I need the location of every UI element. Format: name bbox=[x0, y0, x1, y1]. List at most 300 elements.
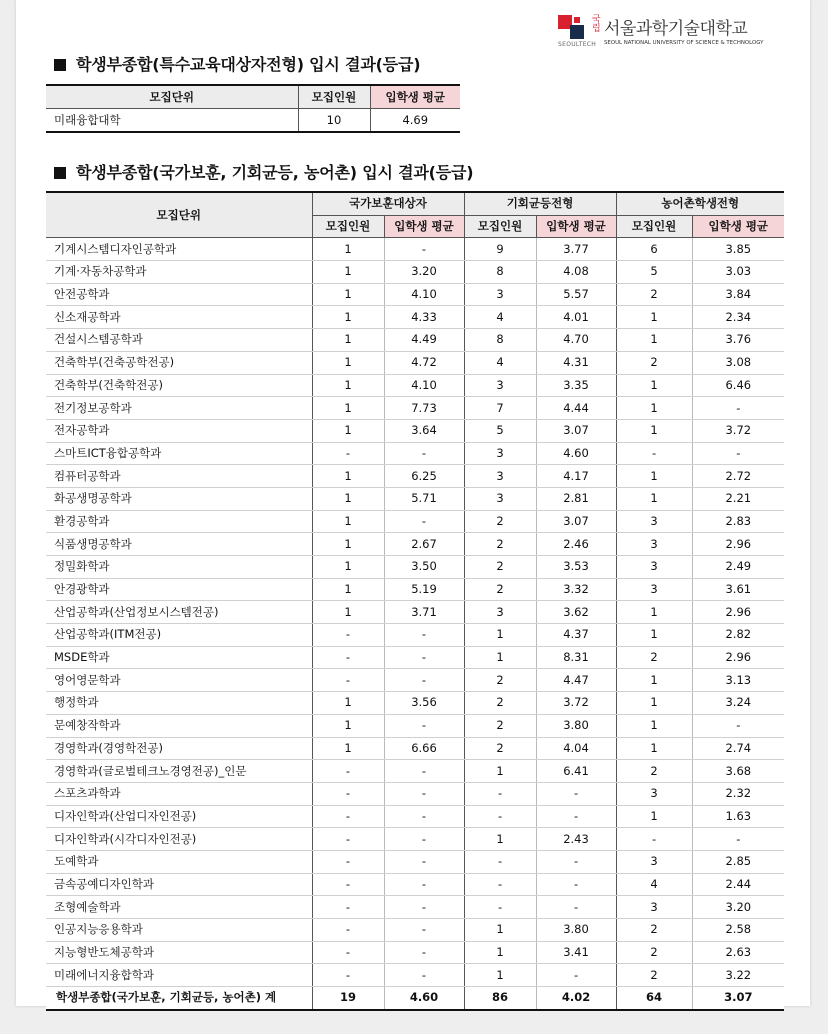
table-row bbox=[46, 737, 784, 760]
equal-opp-count-cell: 1 bbox=[464, 760, 536, 783]
veterans-count-cell: 1 bbox=[312, 487, 384, 510]
table-row bbox=[46, 919, 784, 942]
university-logo bbox=[558, 14, 798, 48]
rural-count-cell: 1 bbox=[616, 465, 692, 488]
rural-count-cell: 2 bbox=[616, 646, 692, 669]
unit-cell: 산업공학과(산업정보시스템전공) bbox=[46, 601, 312, 624]
unit-cell: 안전공학과 bbox=[46, 283, 312, 306]
rural-avg-cell: - bbox=[692, 397, 784, 420]
equal-opp-avg-cell: 4.08 bbox=[536, 261, 616, 284]
equal-opp-avg-cell: 3.72 bbox=[536, 692, 616, 715]
veterans-count-cell: - bbox=[312, 941, 384, 964]
veterans-count-cell: - bbox=[312, 646, 384, 669]
equal-opp-avg-cell: 4.01 bbox=[536, 306, 616, 329]
section1-heading bbox=[54, 52, 420, 75]
equal-opp-avg-cell: - bbox=[536, 782, 616, 805]
unit-cell: 디자인학과(시각디자인전공) bbox=[46, 828, 312, 851]
unit-cell: 건축학부(건축학전공) bbox=[46, 374, 312, 397]
unit-cell: 전기정보공학과 bbox=[46, 397, 312, 420]
table-row bbox=[46, 760, 784, 783]
count-cell: 10 bbox=[298, 109, 370, 133]
rural-count-cell: 1 bbox=[616, 714, 692, 737]
equal-opp-avg-cell: 5.57 bbox=[536, 283, 616, 306]
rural-count-cell: 1 bbox=[616, 306, 692, 329]
equal-opp-avg-cell: 4.31 bbox=[536, 351, 616, 374]
equal-opp-avg-cell: 3.35 bbox=[536, 374, 616, 397]
unit-cell: 기계·자동차공학과 bbox=[46, 261, 312, 284]
rural-avg-cell: - bbox=[692, 442, 784, 465]
rural-count-cell: 2 bbox=[616, 919, 692, 942]
equal-opp-count-cell: 1 bbox=[464, 828, 536, 851]
equal-opp-count-cell: 3 bbox=[464, 601, 536, 624]
rural-count-cell: 5 bbox=[616, 261, 692, 284]
table-row bbox=[46, 941, 784, 964]
rural-count-cell: 3 bbox=[616, 782, 692, 805]
avg-cell: 4.69 bbox=[370, 109, 460, 133]
veterans-avg-cell: - bbox=[384, 873, 464, 896]
veterans-count-cell: - bbox=[312, 919, 384, 942]
unit-cell: 정밀화학과 bbox=[46, 556, 312, 579]
header-count: 모집인원 bbox=[464, 215, 536, 238]
veterans-avg-cell: - bbox=[384, 646, 464, 669]
table-row bbox=[46, 782, 784, 805]
unit-cell: 컴퓨터공학과 bbox=[46, 465, 312, 488]
total-label-cell: 학생부종합(국가보훈, 기회균등, 농어촌) 계 bbox=[46, 987, 312, 1010]
header-avg: 입학생 평균 bbox=[384, 215, 464, 238]
equal-opp-count-cell: 5 bbox=[464, 419, 536, 442]
equal-opp-count-cell: 1 bbox=[464, 624, 536, 647]
veterans-count-cell: 1 bbox=[312, 329, 384, 352]
header-avg: 입학생 평균 bbox=[370, 85, 460, 109]
table-row bbox=[46, 805, 784, 828]
equal-opp-avg-cell: - bbox=[536, 873, 616, 896]
veterans-count-cell: 1 bbox=[312, 510, 384, 533]
total-row bbox=[46, 987, 784, 1010]
equal-opp-count-cell: 7 bbox=[464, 397, 536, 420]
table-header-row bbox=[46, 85, 460, 109]
veterans-count-cell: 1 bbox=[312, 351, 384, 374]
table-row bbox=[46, 465, 784, 488]
table-row bbox=[46, 510, 784, 533]
unit-cell: 화공생명공학과 bbox=[46, 487, 312, 510]
veterans-avg-cell: - bbox=[384, 941, 464, 964]
equal-opp-count-cell: 4 bbox=[464, 351, 536, 374]
veterans-count-cell: - bbox=[312, 964, 384, 987]
veterans-count-cell: - bbox=[312, 760, 384, 783]
equal-opp-avg-cell: 3.07 bbox=[536, 419, 616, 442]
veterans-avg-cell: 3.50 bbox=[384, 556, 464, 579]
unit-cell: 건축학부(건축공학전공) bbox=[46, 351, 312, 374]
table-row bbox=[46, 533, 784, 556]
rural-avg-cell: 3.24 bbox=[692, 692, 784, 715]
veterans-count-cell: 1 bbox=[312, 692, 384, 715]
veterans-count-cell: - bbox=[312, 896, 384, 919]
equal-opp-avg-cell: 6.41 bbox=[536, 760, 616, 783]
admission-results-table bbox=[46, 191, 784, 1011]
veterans-count-cell: - bbox=[312, 782, 384, 805]
equal-opp-avg-cell: 3.80 bbox=[536, 919, 616, 942]
veterans-count-cell: 1 bbox=[312, 714, 384, 737]
veterans-avg-cell: - bbox=[384, 828, 464, 851]
table-row bbox=[46, 873, 784, 896]
veterans-avg-cell: 7.73 bbox=[384, 397, 464, 420]
rural-avg-cell: 2.85 bbox=[692, 850, 784, 873]
rural-count-cell: 2 bbox=[616, 964, 692, 987]
unit-cell: 산업공학과(ITM전공) bbox=[46, 624, 312, 647]
rural-count-cell: 1 bbox=[616, 692, 692, 715]
equal-opp-count-cell: - bbox=[464, 850, 536, 873]
unit-cell: 건설시스템공학과 bbox=[46, 329, 312, 352]
equal-opp-avg-cell: 4.37 bbox=[536, 624, 616, 647]
unit-cell: 금속공예디자인학과 bbox=[46, 873, 312, 896]
rural-avg-cell: 2.32 bbox=[692, 782, 784, 805]
section2-heading bbox=[54, 160, 473, 183]
table-row bbox=[46, 374, 784, 397]
veterans-count-cell: 1 bbox=[312, 533, 384, 556]
equal-opp-count-cell: 1 bbox=[464, 941, 536, 964]
equal-opp-count-cell: 2 bbox=[464, 510, 536, 533]
rural-count-cell: 1 bbox=[616, 397, 692, 420]
veterans-avg-cell: 3.20 bbox=[384, 261, 464, 284]
veterans-count-cell: 1 bbox=[312, 578, 384, 601]
rural-avg-cell: 2.83 bbox=[692, 510, 784, 533]
equal-opp-count-cell: 8 bbox=[464, 261, 536, 284]
table-row bbox=[46, 109, 460, 133]
equal-opp-avg-cell: 4.70 bbox=[536, 329, 616, 352]
rural-count-cell: 3 bbox=[616, 850, 692, 873]
veterans-count-cell: 1 bbox=[312, 419, 384, 442]
table-row bbox=[46, 896, 784, 919]
equal-opp-count-cell: 3 bbox=[464, 487, 536, 510]
veterans-avg-cell: - bbox=[384, 442, 464, 465]
header-unit: 모집단위 bbox=[46, 85, 298, 109]
rural-avg-cell: 3.76 bbox=[692, 329, 784, 352]
total-equal-opp-avg-cell: 4.02 bbox=[536, 987, 616, 1010]
equal-opp-avg-cell: 4.04 bbox=[536, 737, 616, 760]
equal-opp-count-cell: 2 bbox=[464, 714, 536, 737]
equal-opp-count-cell: - bbox=[464, 873, 536, 896]
unit-cell: 기계시스템디자인공학과 bbox=[46, 238, 312, 261]
table-row bbox=[46, 850, 784, 873]
equal-opp-count-cell: 1 bbox=[464, 646, 536, 669]
rural-avg-cell: 3.22 bbox=[692, 964, 784, 987]
equal-opp-count-cell: 9 bbox=[464, 238, 536, 261]
equal-opp-count-cell: 2 bbox=[464, 669, 536, 692]
logo-guk-rip: 국립 bbox=[592, 15, 601, 34]
unit-cell: 영어영문학과 bbox=[46, 669, 312, 692]
equal-opp-avg-cell: 3.53 bbox=[536, 556, 616, 579]
rural-count-cell: 1 bbox=[616, 601, 692, 624]
equal-opp-count-cell: 3 bbox=[464, 442, 536, 465]
logo-university-name: 서울과학기술대학교 bbox=[604, 19, 748, 39]
rural-count-cell: 3 bbox=[616, 533, 692, 556]
rural-count-cell: 1 bbox=[616, 487, 692, 510]
rural-avg-cell: 2.96 bbox=[692, 646, 784, 669]
table-row bbox=[46, 306, 784, 329]
veterans-avg-cell: - bbox=[384, 805, 464, 828]
logo-university-name-en: SEOUL NATIONAL UNIVERSITY OF SCIENCE & TECHNOLOGY bbox=[604, 40, 764, 46]
rural-avg-cell: 2.34 bbox=[692, 306, 784, 329]
veterans-count-cell: 1 bbox=[312, 261, 384, 284]
equal-opp-count-cell: 2 bbox=[464, 692, 536, 715]
veterans-avg-cell: 4.72 bbox=[384, 351, 464, 374]
header-count: 모집인원 bbox=[298, 85, 370, 109]
equal-opp-count-cell: 3 bbox=[464, 283, 536, 306]
equal-opp-avg-cell: 3.32 bbox=[536, 578, 616, 601]
rural-count-cell: 6 bbox=[616, 238, 692, 261]
unit-cell: 행정학과 bbox=[46, 692, 312, 715]
veterans-count-cell: 1 bbox=[312, 465, 384, 488]
rural-count-cell: 3 bbox=[616, 578, 692, 601]
equal-opp-avg-cell: 3.07 bbox=[536, 510, 616, 533]
veterans-count-cell: - bbox=[312, 442, 384, 465]
table-row bbox=[46, 487, 784, 510]
unit-cell: 디자인학과(산업디자인전공) bbox=[46, 805, 312, 828]
rural-avg-cell: 2.72 bbox=[692, 465, 784, 488]
unit-cell: 식품생명공학과 bbox=[46, 533, 312, 556]
rural-avg-cell: 2.49 bbox=[692, 556, 784, 579]
header-avg: 입학생 평균 bbox=[692, 215, 784, 238]
total-rural-avg-cell: 3.07 bbox=[692, 987, 784, 1010]
table-row bbox=[46, 238, 784, 261]
total-veterans-avg-cell: 4.60 bbox=[384, 987, 464, 1010]
header-group-equal-opportunity: 기회균등전형 bbox=[464, 192, 616, 215]
veterans-count-cell: 1 bbox=[312, 238, 384, 261]
equal-opp-count-cell: 3 bbox=[464, 374, 536, 397]
equal-opp-count-cell: 4 bbox=[464, 306, 536, 329]
equal-opp-avg-cell: - bbox=[536, 964, 616, 987]
rural-avg-cell: 2.44 bbox=[692, 873, 784, 896]
equal-opp-avg-cell: 4.60 bbox=[536, 442, 616, 465]
total-rural-count-cell: 64 bbox=[616, 987, 692, 1010]
unit-cell: MSDE학과 bbox=[46, 646, 312, 669]
unit-cell: 안경광학과 bbox=[46, 578, 312, 601]
veterans-avg-cell: - bbox=[384, 669, 464, 692]
veterans-avg-cell: - bbox=[384, 510, 464, 533]
veterans-count-cell: - bbox=[312, 669, 384, 692]
rural-avg-cell: 3.84 bbox=[692, 283, 784, 306]
table-row bbox=[46, 828, 784, 851]
veterans-avg-cell: - bbox=[384, 624, 464, 647]
equal-opp-count-cell: 1 bbox=[464, 919, 536, 942]
veterans-count-cell: 1 bbox=[312, 556, 384, 579]
unit-cell: 환경공학과 bbox=[46, 510, 312, 533]
rural-avg-cell: 2.74 bbox=[692, 737, 784, 760]
rural-avg-cell: - bbox=[692, 828, 784, 851]
equal-opp-avg-cell: 3.62 bbox=[536, 601, 616, 624]
rural-avg-cell: 1.63 bbox=[692, 805, 784, 828]
unit-cell: 전자공학과 bbox=[46, 419, 312, 442]
equal-opp-avg-cell: 3.77 bbox=[536, 238, 616, 261]
rural-avg-cell: 3.72 bbox=[692, 419, 784, 442]
veterans-avg-cell: - bbox=[384, 714, 464, 737]
header-group-rural: 농어촌학생전형 bbox=[616, 192, 784, 215]
veterans-avg-cell: 4.33 bbox=[384, 306, 464, 329]
section1-title: 학생부종합(특수교육대상자전형) 입시 결과(등급) bbox=[76, 55, 421, 74]
rural-count-cell: 1 bbox=[616, 737, 692, 760]
equal-opp-count-cell: - bbox=[464, 782, 536, 805]
veterans-avg-cell: 5.71 bbox=[384, 487, 464, 510]
rural-avg-cell: 6.46 bbox=[692, 374, 784, 397]
unit-cell: 문예창작학과 bbox=[46, 714, 312, 737]
header-count: 모집인원 bbox=[616, 215, 692, 238]
unit-cell: 지능형반도체공학과 bbox=[46, 941, 312, 964]
equal-opp-avg-cell: 4.44 bbox=[536, 397, 616, 420]
equal-opp-count-cell: 8 bbox=[464, 329, 536, 352]
bullet-square-icon bbox=[54, 59, 66, 71]
veterans-avg-cell: - bbox=[384, 782, 464, 805]
equal-opp-avg-cell: 8.31 bbox=[536, 646, 616, 669]
table-row bbox=[46, 556, 784, 579]
rural-count-cell: 3 bbox=[616, 556, 692, 579]
equal-opp-avg-cell: 2.46 bbox=[536, 533, 616, 556]
equal-opp-avg-cell: - bbox=[536, 805, 616, 828]
rural-avg-cell: 3.85 bbox=[692, 238, 784, 261]
unit-cell: 미래에너지융합학과 bbox=[46, 964, 312, 987]
equal-opp-count-cell: - bbox=[464, 805, 536, 828]
rural-avg-cell: 3.08 bbox=[692, 351, 784, 374]
equal-opp-avg-cell: 4.17 bbox=[536, 465, 616, 488]
table-row bbox=[46, 283, 784, 306]
equal-opp-avg-cell: - bbox=[536, 850, 616, 873]
table-row bbox=[46, 578, 784, 601]
total-veterans-count-cell: 19 bbox=[312, 987, 384, 1010]
table-row bbox=[46, 692, 784, 715]
veterans-count-cell: - bbox=[312, 805, 384, 828]
rural-count-cell: 4 bbox=[616, 873, 692, 896]
unit-cell: 인공지능응용학과 bbox=[46, 919, 312, 942]
veterans-avg-cell: 6.66 bbox=[384, 737, 464, 760]
unit-cell: 경영학과(경영학전공) bbox=[46, 737, 312, 760]
rural-count-cell: 3 bbox=[616, 896, 692, 919]
veterans-count-cell: 1 bbox=[312, 737, 384, 760]
rural-avg-cell: 2.21 bbox=[692, 487, 784, 510]
veterans-avg-cell: 3.71 bbox=[384, 601, 464, 624]
unit-cell: 스마트ICT융합공학과 bbox=[46, 442, 312, 465]
veterans-avg-cell: 4.49 bbox=[384, 329, 464, 352]
document-page bbox=[16, 0, 810, 1006]
rural-avg-cell: 2.63 bbox=[692, 941, 784, 964]
header-group-veterans: 국가보훈대상자 bbox=[312, 192, 464, 215]
rural-count-cell: 1 bbox=[616, 329, 692, 352]
bullet-square-icon bbox=[54, 167, 66, 179]
equal-opp-count-cell: - bbox=[464, 896, 536, 919]
equal-opp-avg-cell: - bbox=[536, 896, 616, 919]
table-row bbox=[46, 351, 784, 374]
table-row bbox=[46, 624, 784, 647]
equal-opp-avg-cell: 3.41 bbox=[536, 941, 616, 964]
veterans-avg-cell: 6.25 bbox=[384, 465, 464, 488]
equal-opp-avg-cell: 2.81 bbox=[536, 487, 616, 510]
rural-avg-cell: 3.13 bbox=[692, 669, 784, 692]
rural-avg-cell: 2.58 bbox=[692, 919, 784, 942]
rural-avg-cell: - bbox=[692, 714, 784, 737]
rural-count-cell: 2 bbox=[616, 351, 692, 374]
table-row bbox=[46, 442, 784, 465]
veterans-avg-cell: 3.56 bbox=[384, 692, 464, 715]
equal-opp-count-cell: 2 bbox=[464, 556, 536, 579]
veterans-count-cell: - bbox=[312, 828, 384, 851]
veterans-avg-cell: - bbox=[384, 896, 464, 919]
veterans-avg-cell: 4.10 bbox=[384, 283, 464, 306]
veterans-count-cell: 1 bbox=[312, 374, 384, 397]
veterans-avg-cell: 5.19 bbox=[384, 578, 464, 601]
rural-count-cell: 1 bbox=[616, 419, 692, 442]
rural-count-cell: 2 bbox=[616, 760, 692, 783]
equal-opp-avg-cell: 2.43 bbox=[536, 828, 616, 851]
unit-cell: 도예학과 bbox=[46, 850, 312, 873]
veterans-avg-cell: - bbox=[384, 760, 464, 783]
veterans-count-cell: - bbox=[312, 624, 384, 647]
unit-cell: 신소재공학과 bbox=[46, 306, 312, 329]
equal-opp-avg-cell: 4.47 bbox=[536, 669, 616, 692]
rural-count-cell: 3 bbox=[616, 510, 692, 533]
table-row bbox=[46, 397, 784, 420]
results-table-body bbox=[46, 238, 784, 1010]
rural-count-cell: 2 bbox=[616, 283, 692, 306]
veterans-count-cell: 1 bbox=[312, 601, 384, 624]
equal-opp-count-cell: 1 bbox=[464, 964, 536, 987]
table-row bbox=[46, 601, 784, 624]
equal-opp-count-cell: 2 bbox=[464, 533, 536, 556]
rural-avg-cell: 3.03 bbox=[692, 261, 784, 284]
veterans-count-cell: 1 bbox=[312, 397, 384, 420]
veterans-avg-cell: 3.64 bbox=[384, 419, 464, 442]
rural-avg-cell: 3.61 bbox=[692, 578, 784, 601]
rural-avg-cell: 3.68 bbox=[692, 760, 784, 783]
unit-cell: 경영학과(글로벌테크노경영전공)_인문 bbox=[46, 760, 312, 783]
group-header-row bbox=[46, 192, 784, 215]
veterans-count-cell: - bbox=[312, 850, 384, 873]
unit-cell: 미래융합대학 bbox=[46, 109, 298, 133]
table-row bbox=[46, 714, 784, 737]
rural-count-cell: 1 bbox=[616, 669, 692, 692]
unit-cell: 조형예술학과 bbox=[46, 896, 312, 919]
table-row bbox=[46, 419, 784, 442]
veterans-avg-cell: - bbox=[384, 238, 464, 261]
equal-opp-count-cell: 3 bbox=[464, 465, 536, 488]
veterans-avg-cell: - bbox=[384, 919, 464, 942]
rural-count-cell: - bbox=[616, 442, 692, 465]
rural-avg-cell: 2.96 bbox=[692, 601, 784, 624]
veterans-count-cell: - bbox=[312, 873, 384, 896]
rural-count-cell: 1 bbox=[616, 374, 692, 397]
veterans-count-cell: 1 bbox=[312, 283, 384, 306]
rural-avg-cell: 2.82 bbox=[692, 624, 784, 647]
rural-count-cell: 1 bbox=[616, 805, 692, 828]
table-row bbox=[46, 964, 784, 987]
veterans-avg-cell: - bbox=[384, 850, 464, 873]
veterans-avg-cell: - bbox=[384, 964, 464, 987]
special-education-table bbox=[46, 84, 460, 133]
equal-opp-avg-cell: 3.80 bbox=[536, 714, 616, 737]
header-unit: 모집단위 bbox=[46, 192, 312, 238]
rural-count-cell: - bbox=[616, 828, 692, 851]
header-count: 모집인원 bbox=[312, 215, 384, 238]
logo-brand-en: SEOULTECH bbox=[558, 41, 597, 48]
rural-count-cell: 1 bbox=[616, 624, 692, 647]
header-avg: 입학생 평균 bbox=[536, 215, 616, 238]
veterans-avg-cell: 2.67 bbox=[384, 533, 464, 556]
section2-title: 학생부종합(국가보훈, 기회균등, 농어촌) 입시 결과(등급) bbox=[76, 163, 474, 182]
table-row bbox=[46, 261, 784, 284]
total-equal-opp-count-cell: 86 bbox=[464, 987, 536, 1010]
table-row bbox=[46, 329, 784, 352]
veterans-avg-cell: 4.10 bbox=[384, 374, 464, 397]
rural-avg-cell: 2.96 bbox=[692, 533, 784, 556]
rural-count-cell: 2 bbox=[616, 941, 692, 964]
veterans-count-cell: 1 bbox=[312, 306, 384, 329]
